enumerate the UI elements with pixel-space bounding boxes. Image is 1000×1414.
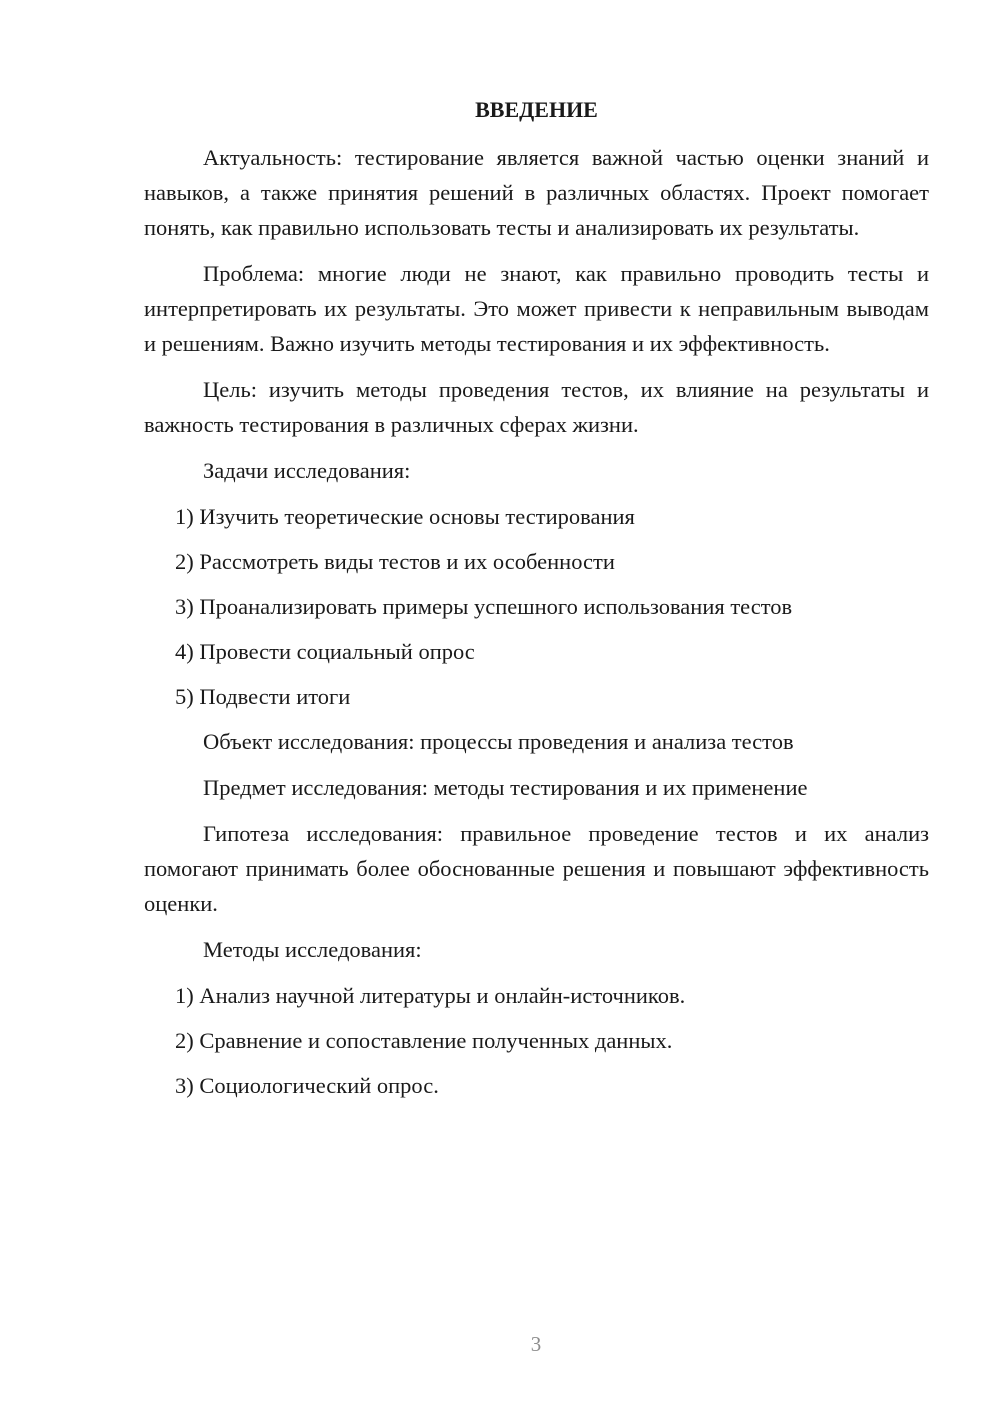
hypothesis-paragraph: Гипотеза исследования: правильное проведение тестов и их анализ помогают принимать более обоснованные решения и повышают эффективность оценки. — [144, 821, 929, 916]
method-item: 1) Анализ научной литературы и онлайн-источников. — [175, 983, 686, 1008]
page-number: 3 — [530, 1332, 542, 1356]
document-page — [144, 94, 929, 1113]
method-item: 3) Социологический опрос. — [175, 1073, 439, 1098]
task-item: 3) Проанализировать примеры успешного использования тестов — [175, 594, 793, 619]
research-subject: Предмет исследования: методы тестирования и их применение — [203, 775, 808, 800]
goal-paragraph: Цель: изучить методы проведения тестов, их влияние на результаты и важность тестирования в различных сферах жизни. — [144, 377, 929, 437]
relevance-paragraph: Актуальность: тестирование является важной частью оценки знаний и навыков, а также принятия решений в различных областях. Проект помогает понять, как правильно использовать тесты и анализировать их результаты. — [144, 145, 929, 240]
page-title: ВВЕДЕНИЕ — [475, 97, 598, 122]
tasks-heading: Задачи исследования: — [203, 458, 411, 483]
task-item: 2) Рассмотреть виды тестов и их особенности — [175, 549, 615, 574]
methods-list — [144, 978, 929, 1103]
research-object: Объект исследования: процессы проведения и анализа тестов — [203, 729, 794, 754]
task-item: 4) Провести социальный опрос — [175, 639, 475, 664]
methods-heading: Методы исследования: — [203, 937, 422, 962]
task-item: 1) Изучить теоретические основы тестирования — [175, 504, 635, 529]
task-item: 5) Подвести итоги — [175, 684, 351, 709]
method-item: 2) Сравнение и сопоставление полученных данных. — [175, 1028, 673, 1053]
tasks-list — [144, 499, 929, 714]
problem-paragraph: Проблема: многие люди не знают, как правильно проводить тесты и интерпретировать их результаты. Это может привести к неправильным выводам и решениям. Важно изучить методы тестирования и их эффективность. — [144, 261, 929, 356]
